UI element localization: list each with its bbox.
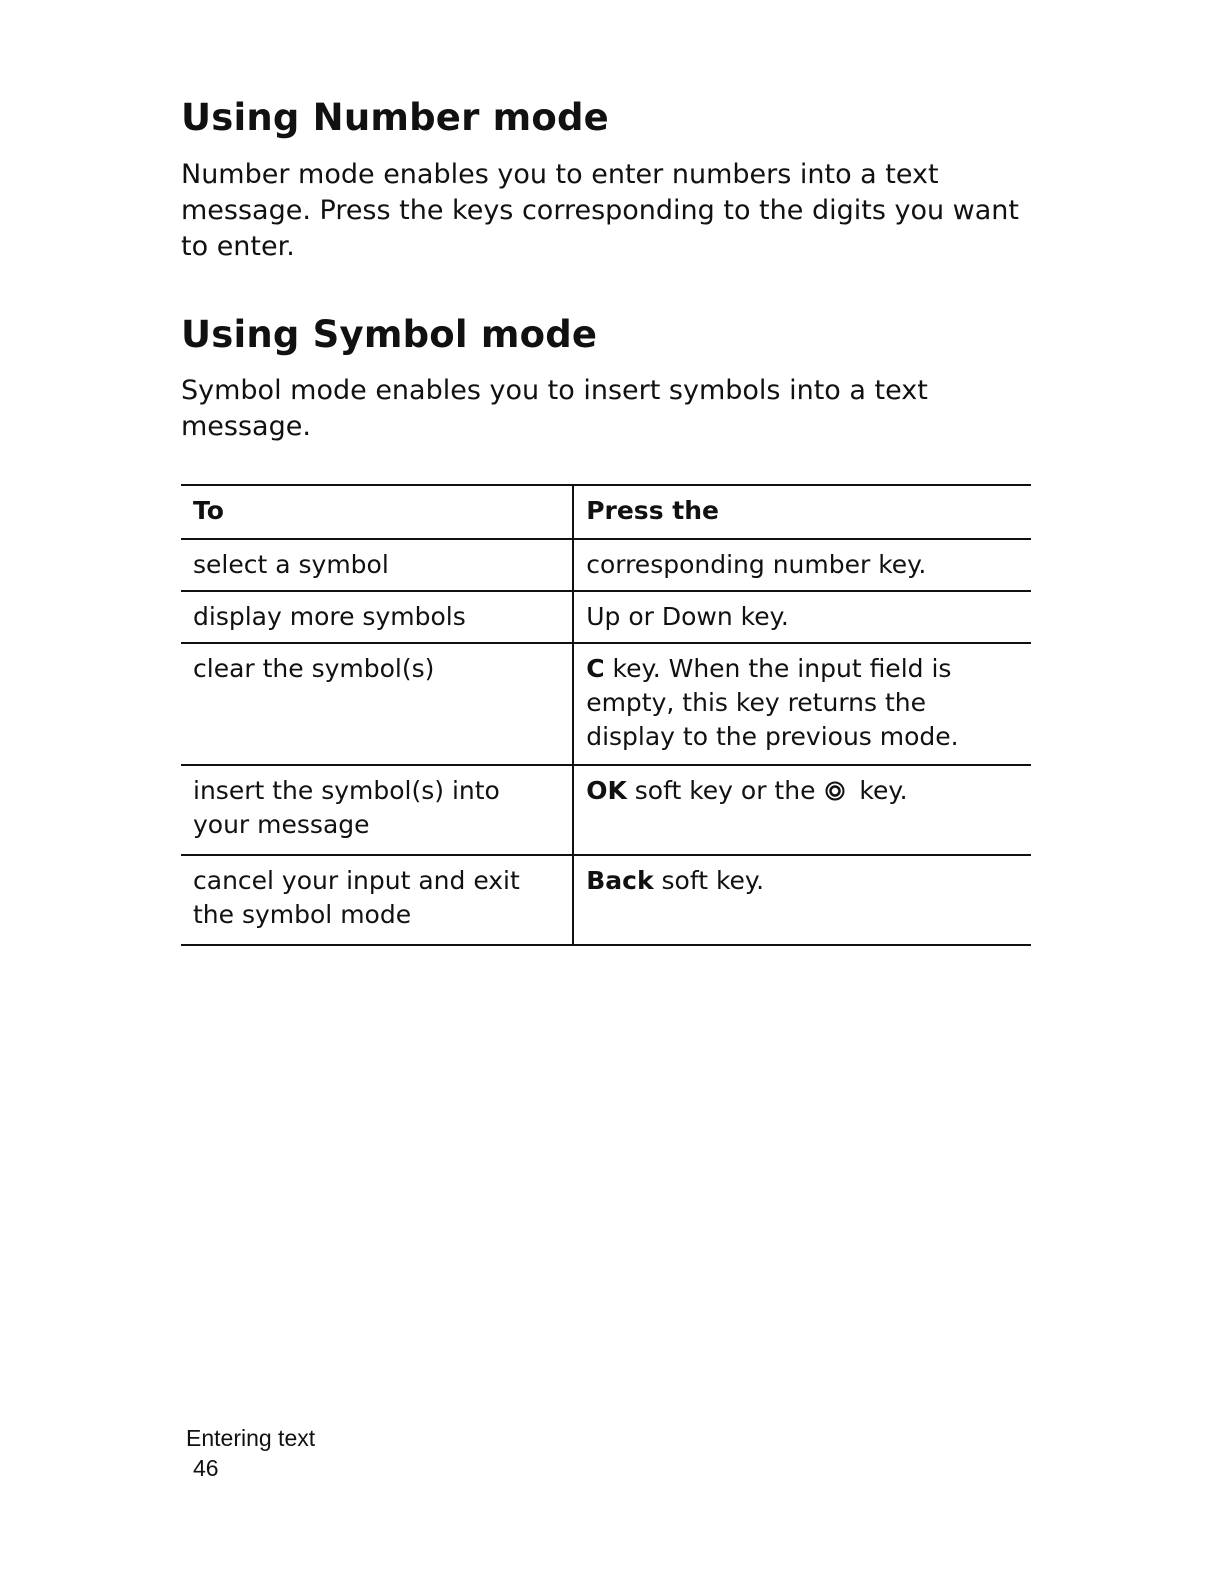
key-description: soft key. xyxy=(653,866,765,895)
symbol-mode-heading: Using Symbol mode xyxy=(181,313,598,356)
cell-press: corresponding number key. xyxy=(573,539,1031,591)
cell-to: insert the symbol(s) into your message xyxy=(181,765,573,855)
cell-to: display more symbols xyxy=(181,591,573,643)
table-row xyxy=(181,591,1031,643)
header-press: Press the xyxy=(573,485,1031,539)
symbol-mode-table xyxy=(181,484,1031,946)
header-to: To xyxy=(181,485,573,539)
key-name: Back xyxy=(586,866,654,895)
number-mode-description: Number mode enables you to enter numbers into a text message. Press the keys corresponding to the digits you want to enter. xyxy=(181,159,1019,262)
cell-to: select a symbol xyxy=(181,539,573,591)
cell-press: Up or Down key. xyxy=(573,591,1031,643)
key-name: OK xyxy=(586,776,627,805)
number-mode-heading: Using Number mode xyxy=(181,96,609,139)
key-description: key. When the input field is empty, this key returns the display to the previous mode. xyxy=(586,654,959,751)
cell-press xyxy=(573,643,1031,765)
page-number: 46 xyxy=(193,1455,219,1481)
key-name: C xyxy=(586,654,605,683)
key-description-end: key. xyxy=(851,776,908,805)
symbol-mode-description: Symbol mode enables you to insert symbols into a text message. xyxy=(181,375,928,442)
ok-key-icon xyxy=(825,781,845,801)
footer-section-title: Entering text xyxy=(186,1425,316,1451)
table-row xyxy=(181,643,1031,765)
cell-press xyxy=(573,855,1031,945)
table-header-row xyxy=(181,485,1031,539)
cell-press xyxy=(573,765,1031,855)
table-row xyxy=(181,539,1031,591)
cell-to: cancel your input and exit the symbol mode xyxy=(181,855,573,945)
table-row xyxy=(181,855,1031,945)
key-description: soft key or the xyxy=(626,776,824,805)
cell-to: clear the symbol(s) xyxy=(181,643,573,765)
table-row xyxy=(181,765,1031,855)
